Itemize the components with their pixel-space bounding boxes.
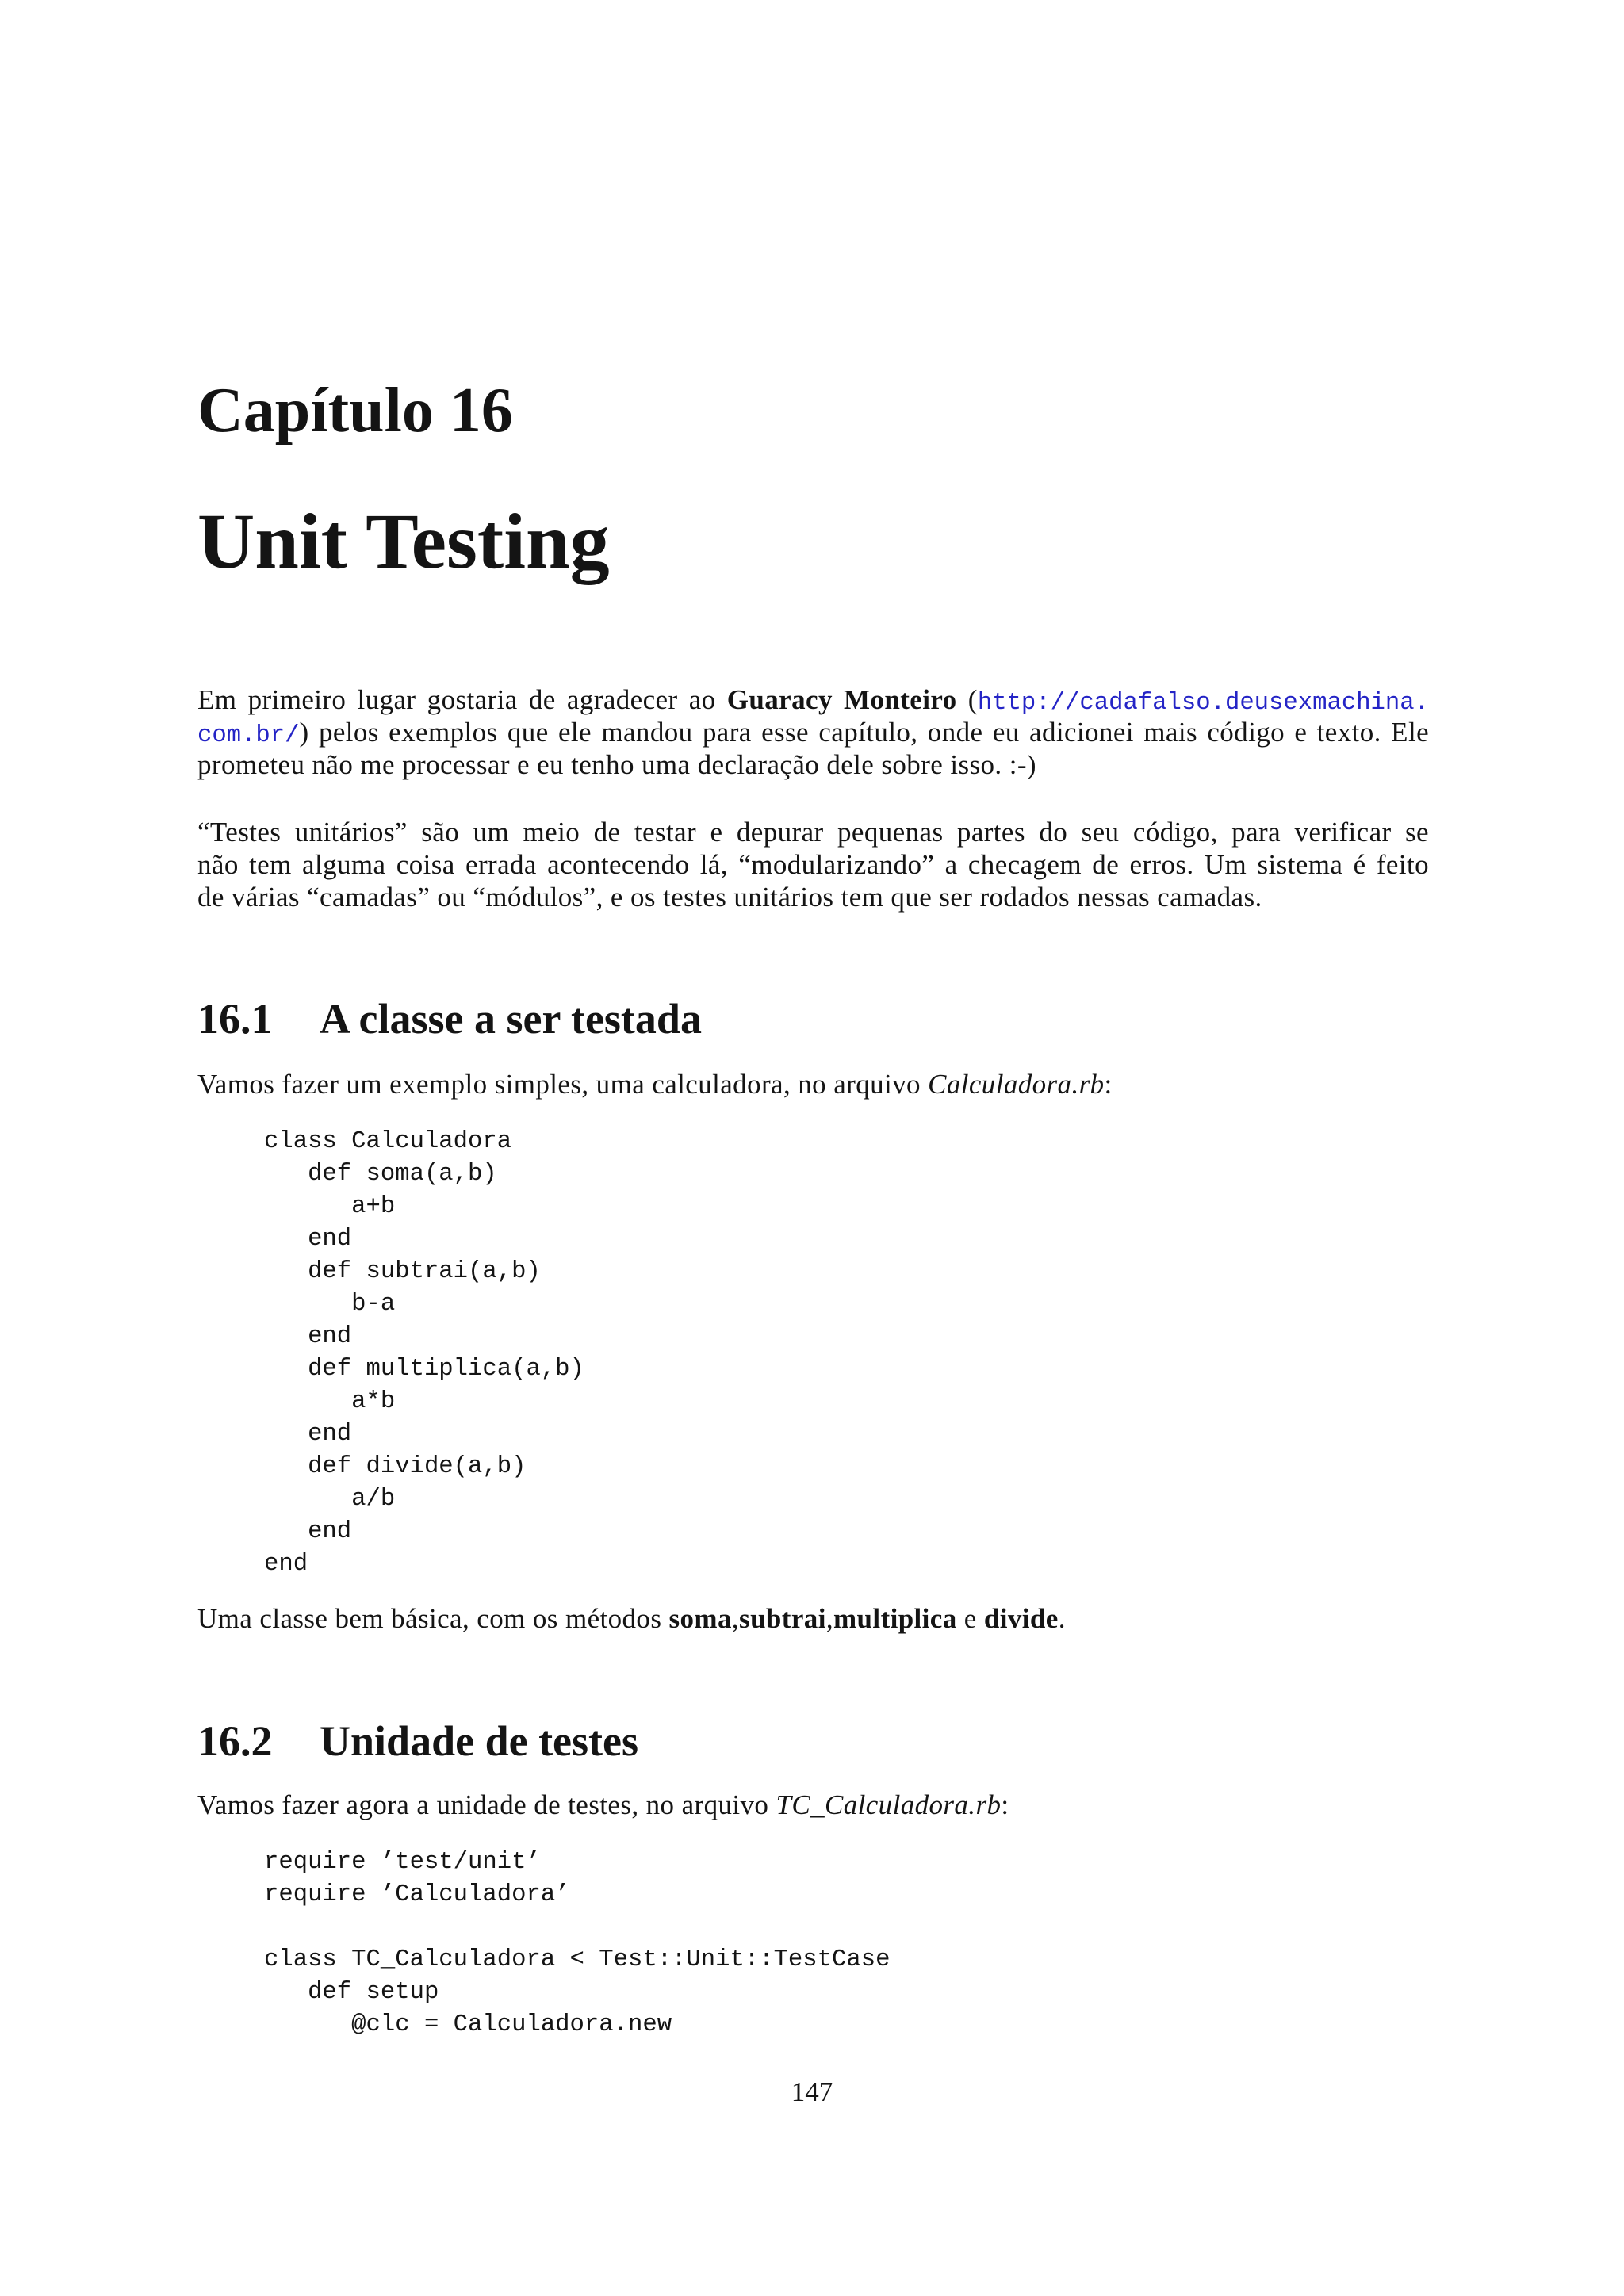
code-line: end [264, 1421, 352, 1448]
author-name: Guaracy Monteiro [726, 684, 957, 715]
paragraph-line [197, 716, 1429, 748]
text-segment: Em primeiro lugar gostaria de agradecer ao [197, 684, 727, 715]
code-line: a*b [264, 1388, 396, 1415]
code-line: end [264, 1551, 308, 1578]
file-name: TC_Calculadora.rb [776, 1789, 1002, 1820]
section-intro-text [197, 1789, 1429, 1821]
text-segment: Uma classe bem básica, com os métodos [197, 1603, 669, 1634]
text-segment: Vamos fazer agora a unidade de testes, no arquivo [197, 1789, 776, 1820]
intro-paragraph-acknowledgement [197, 683, 1429, 781]
code-line: a+b [264, 1193, 396, 1220]
code-line: require ’test/unit’ [264, 1849, 541, 1876]
code-line: class TC_Calculadora < Test::Unit::TestCase [264, 1946, 891, 1973]
section-intro-text [197, 1068, 1429, 1100]
code-line: a/b [264, 1486, 396, 1513]
text-segment: : [1001, 1789, 1009, 1820]
chapter-title: Unit Testing [197, 497, 610, 585]
section-number: 16.2 [197, 1717, 273, 1765]
paragraph-line: de várias “camadas” ou “módulos”, e os testes unitários tem que ser rodados nessas camadas. [197, 882, 1262, 913]
code-line: class Calculadora [264, 1128, 512, 1155]
text-segment: , [731, 1603, 740, 1634]
test-case-code-block [264, 1846, 890, 2042]
paragraph-line: prometeu não me processar e eu tenho uma declaração dele sobre isso. :-) [197, 749, 1036, 780]
section-outro-text [197, 1602, 1429, 1635]
code-line: def multiplica(a,b) [264, 1356, 584, 1383]
code-line: def subtrai(a,b) [264, 1258, 541, 1285]
text-segment: , [825, 1603, 833, 1634]
code-line: def setup [264, 1979, 439, 2006]
code-line: end [264, 1323, 352, 1350]
section-heading [197, 995, 702, 1043]
code-line: def soma(a,b) [264, 1161, 497, 1188]
paragraph-line: “Testes unitários” são um meio de testar e depurar pequenas partes do seu código, para verificar se [197, 817, 1429, 848]
file-name: Calculadora.rb [928, 1069, 1105, 1100]
method-name: divide [983, 1603, 1059, 1634]
section-heading [197, 1717, 638, 1765]
text-segment: e [956, 1603, 984, 1634]
paragraph-line: não tem alguma coisa errada acontecendo lá, “modularizando” a checagem de erros. Um sistema é feito [197, 849, 1429, 880]
code-line: @clc = Calculadora.new [264, 2011, 672, 2038]
method-name: subtrai [739, 1603, 826, 1634]
author-url-link[interactable]: http://cadafalso.deusexmachina. [977, 690, 1429, 717]
text-segment: ( [956, 684, 978, 715]
page-number: 147 [791, 2076, 833, 2107]
intro-paragraph-unit-tests [197, 816, 1429, 913]
code-line [264, 1911, 890, 1944]
code-line: end [264, 1226, 352, 1253]
calculadora-code-block [264, 1126, 584, 1581]
section-title: Unidade de testes [320, 1717, 638, 1765]
author-url-link-continued[interactable]: com.br/ [197, 722, 300, 749]
method-name: soma [668, 1603, 732, 1634]
text-segment: . [1058, 1603, 1066, 1634]
paragraph-line [197, 683, 1429, 716]
section-title: A classe a ser testada [320, 995, 702, 1043]
text-segment: Vamos fazer um exemplo simples, uma calculadora, no arquivo [197, 1069, 929, 1100]
section-number: 16.1 [197, 995, 273, 1043]
code-line: end [264, 1518, 352, 1545]
code-line: require ’Calculadora’ [264, 1881, 570, 1908]
code-line: def divide(a,b) [264, 1453, 527, 1480]
text-segment: : [1104, 1069, 1113, 1100]
method-name: multiplica [833, 1603, 957, 1634]
text-segment: ) pelos exemplos que ele mandou para esse capítulo, onde eu adicionei mais código e texto. Ele [299, 717, 1429, 748]
chapter-label: Capítulo 16 [197, 376, 513, 446]
code-line: b-a [264, 1291, 396, 1318]
